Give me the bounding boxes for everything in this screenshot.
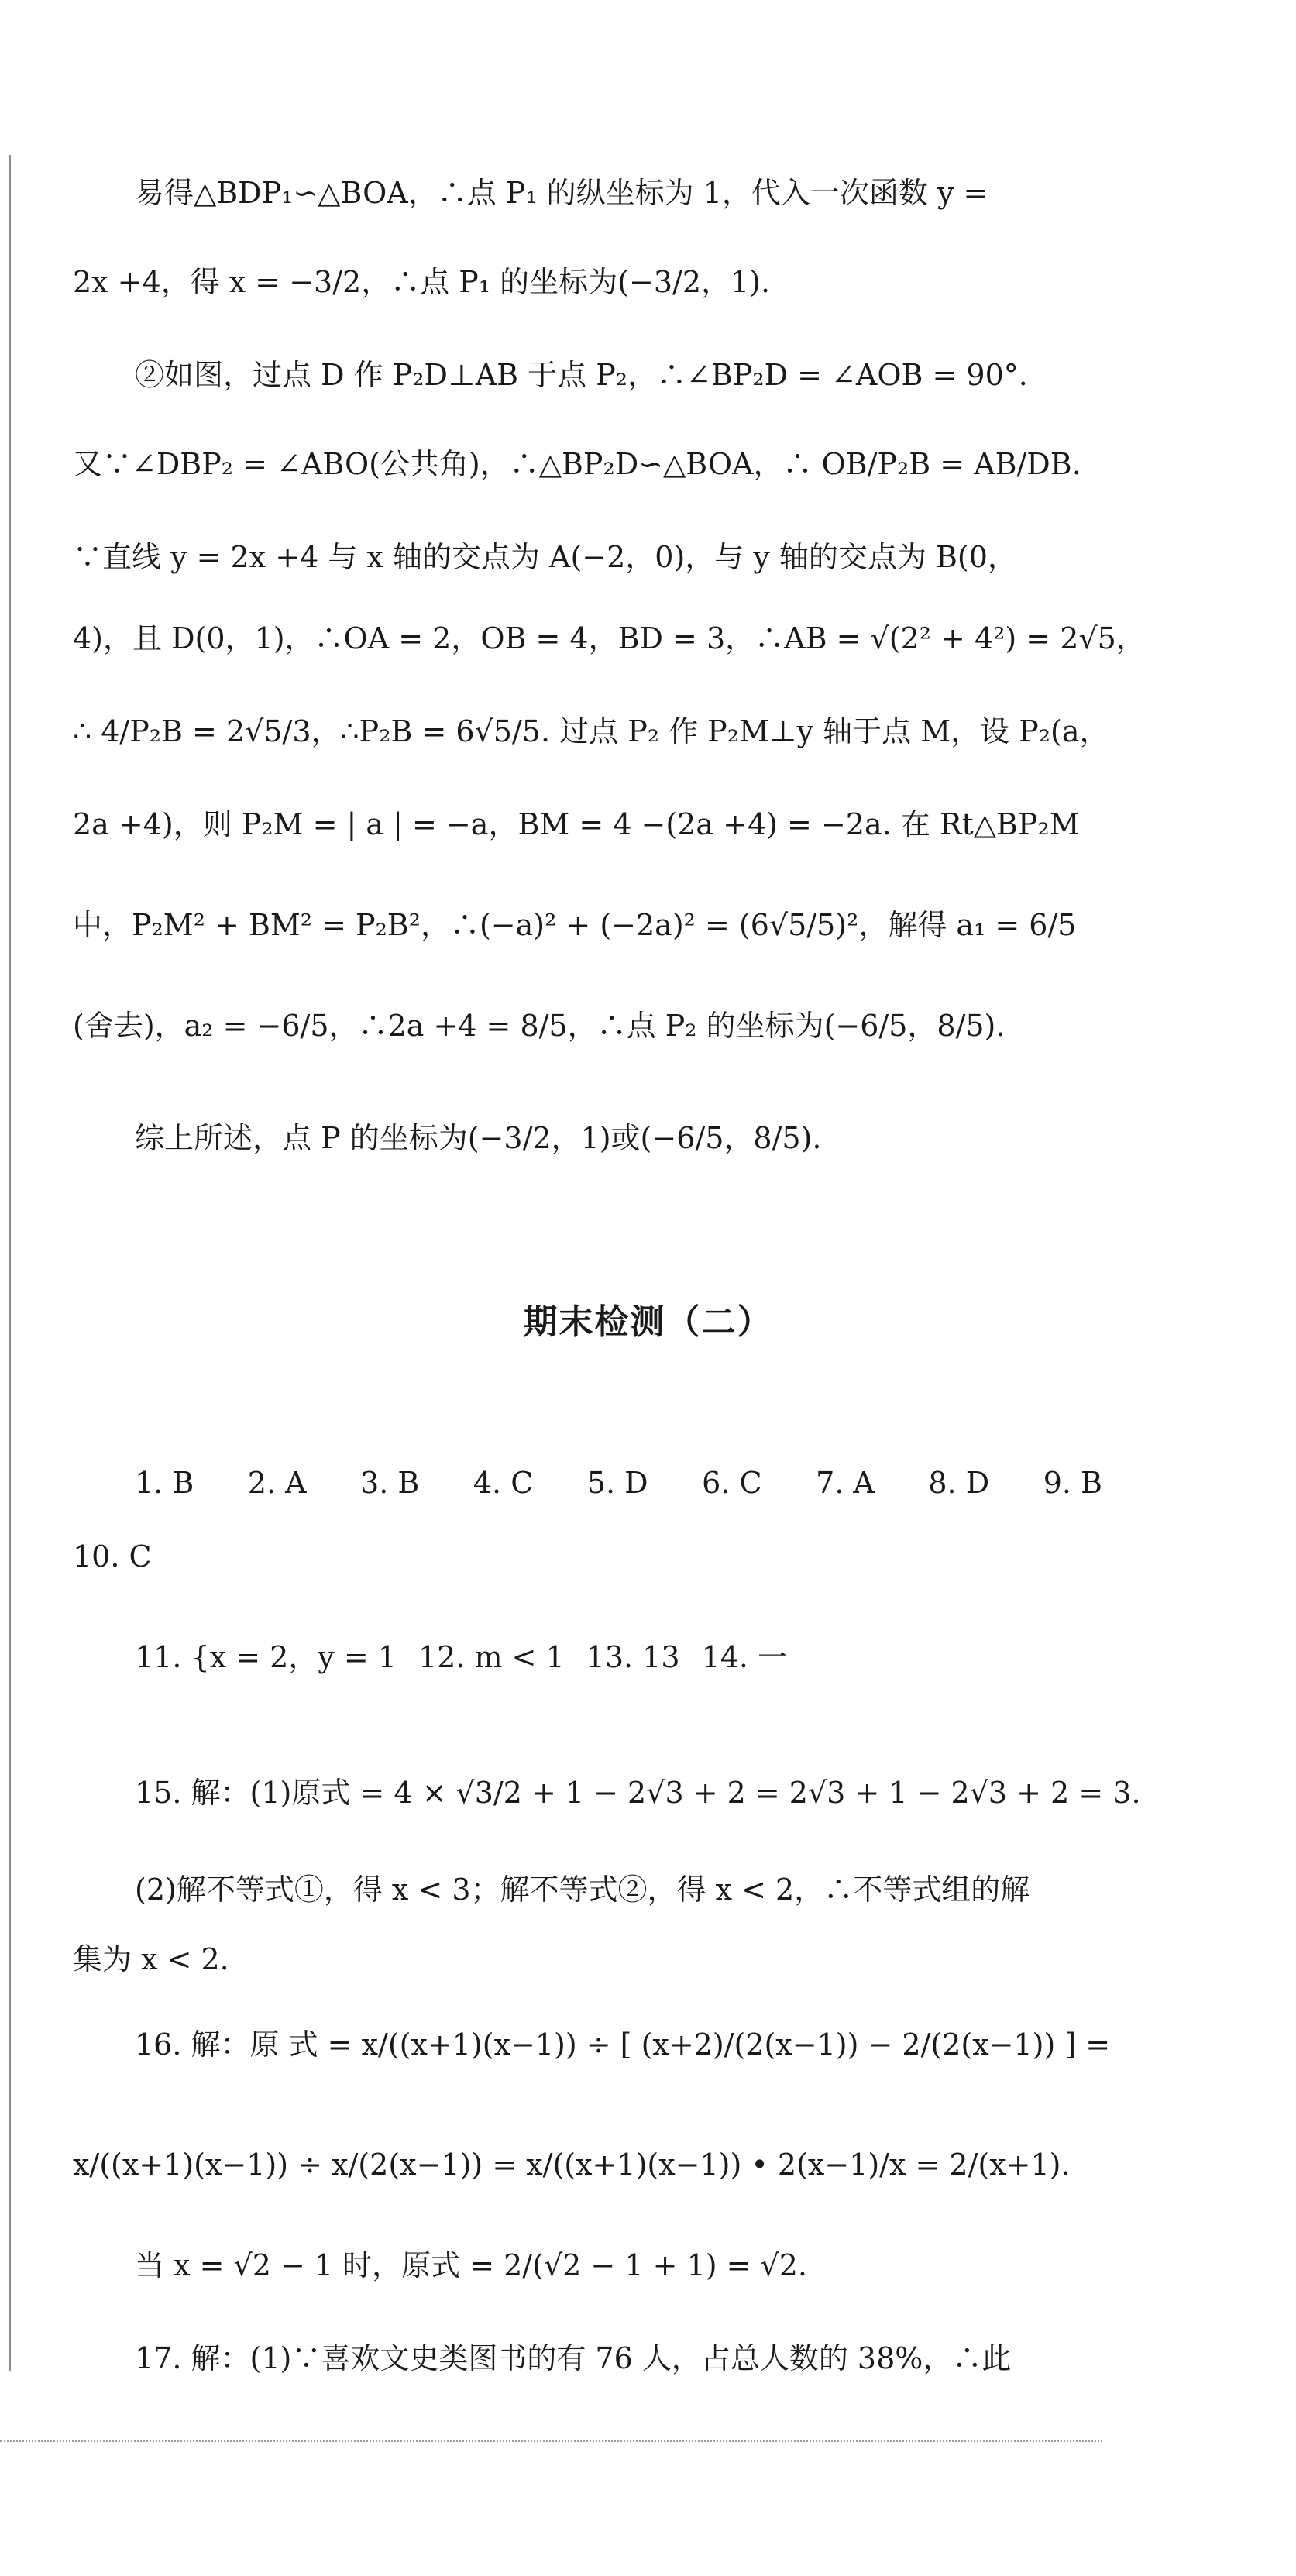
- answer-item: 6. C: [702, 1466, 762, 1500]
- paragraph-line: 4)，且 D(0，1)，∴OA = 2，OB = 4，BD = 3，∴AB = √(2² + 4²) = 2√5，: [73, 621, 1146, 655]
- paragraph-line: 2a +4)，则 P₂M = | a | = −a，BM = 4 −(2a +4) = −2a. 在 Rt△BP₂M: [73, 807, 1080, 841]
- paragraph-line: 综上所述，点 P 的坐标为(−3/2，1)或(−6/5，8/5).: [135, 1121, 822, 1155]
- answer-item: 2. A: [247, 1466, 307, 1500]
- paragraph-line: 又∵∠DBP₂ = ∠ABO(公共角)，∴△BP₂D∽△BOA，∴ OB/P₂B = AB/DB.: [73, 447, 1081, 481]
- answers-row-1: [135, 1468, 1102, 1498]
- q16-line: x/((x+1)(x−1)) ÷ x/(2(x−1)) = x/((x+1)(x−1)) • 2(x−1)/x = 2/(x+1).: [73, 2148, 1071, 2182]
- q15-line: 15. 解：(1)原式 = 4 × √3/2 + 1 − 2√3 + 2 = 2√3 + 1 − 2√3 + 2 = 3.: [135, 1776, 1141, 1810]
- paragraph-line: ∴ 4/P₂B = 2√5/3，∴P₂B = 6√5/5. 过点 P₂ 作 P₂M⊥y 轴于点 M，设 P₂(a，: [73, 714, 1109, 748]
- paragraph-line: ②如图，过点 D 作 P₂D⊥AB 于点 P₂，∴∠BP₂D = ∠AOB = 90°.: [135, 358, 1028, 392]
- paragraph-line: ∵直线 y = 2x +4 与 x 轴的交点为 A(−2，0)，与 y 轴的交点为 B(0，: [73, 540, 1017, 574]
- answers-row-3: [135, 1642, 1102, 1672]
- answer-item: 9. B: [1043, 1466, 1102, 1500]
- paragraph-line: 易得△BDP₁∽△BOA，∴点 P₁ 的纵坐标为 1，代入一次函数 y =: [135, 176, 988, 210]
- answer-item: 4. C: [473, 1466, 534, 1500]
- answer-item: 5. D: [586, 1466, 648, 1500]
- bottom-dotted-rule: [0, 2440, 1102, 2442]
- answers-row-2: 10. C: [73, 1539, 152, 1573]
- answer-item: 11. {x = 2，y = 1: [135, 1640, 397, 1674]
- left-margin-rule: [9, 155, 11, 2371]
- answer-item: 1. B: [135, 1466, 194, 1500]
- answer-item: 13. 13: [586, 1640, 680, 1674]
- q15-line: 集为 x < 2.: [73, 1942, 229, 1976]
- q15-line: (2)解不等式①，得 x < 3；解不等式②，得 x < 2，∴不等式组的解: [135, 1873, 1030, 1907]
- paragraph-line: 2x +4，得 x = −3/2，∴点 P₁ 的坐标为(−3/2，1).: [73, 265, 771, 299]
- answer-item: 8. D: [928, 1466, 990, 1500]
- q16-line: 当 x = √2 − 1 时，原式 = 2/(√2 − 1 + 1) = √2.: [135, 2248, 807, 2282]
- answer-item: 3. B: [360, 1466, 420, 1500]
- q16-line: 16. 解：原 式 = x/((x+1)(x−1)) ÷ [ (x+2)/(2(x−1)) − 2/(2(x−1)) ] =: [135, 2027, 1111, 2062]
- section-title: 期末检测（二）: [523, 1302, 773, 1342]
- answer-item: 14. 一: [701, 1640, 788, 1674]
- q17-line: 17. 解：(1)∵喜欢文史类图书的有 76 人，占总人数的 38%，∴此: [135, 2341, 1012, 2375]
- paragraph-line: (舍去)，a₂ = −6/5，∴2a +4 = 8/5，∴点 P₂ 的坐标为(−6/5，8/5).: [73, 1009, 1006, 1043]
- answer-item: 12. m < 1: [418, 1640, 565, 1674]
- answer-item: 7. A: [816, 1466, 875, 1500]
- paragraph-line: 中，P₂M² + BM² = P₂B²，∴(−a)² + (−2a)² = (6√5/5)²，解得 a₁ = 6/5: [73, 908, 1077, 942]
